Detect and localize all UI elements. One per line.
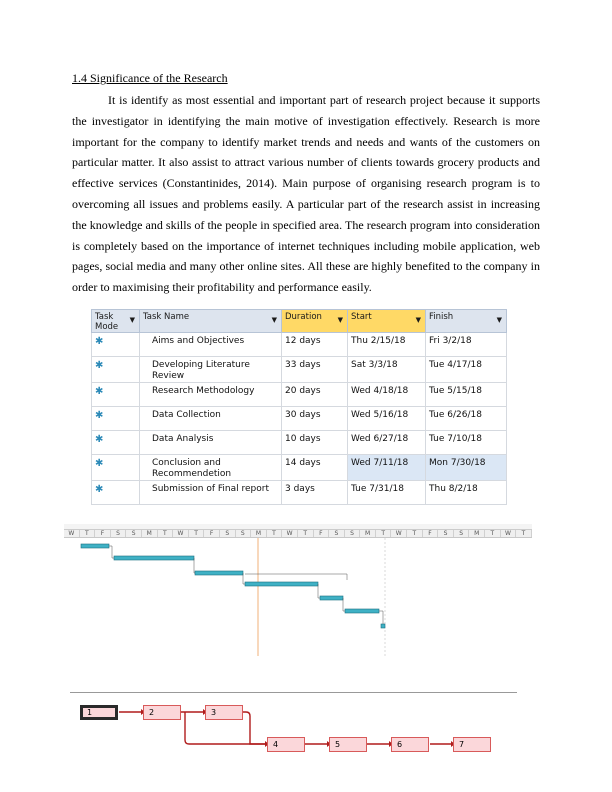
gantt-day-label: F — [95, 530, 111, 537]
task-finish[interactable]: Fri 3/2/18 — [426, 333, 507, 357]
gantt-day-label: S — [236, 530, 252, 537]
task-name[interactable]: Aims and Objectives — [140, 333, 282, 357]
chevron-down-icon[interactable]: ▼ — [129, 316, 135, 324]
task-finish[interactable]: Mon 7/30/18 — [426, 455, 507, 481]
gantt-day-label: T — [376, 530, 392, 537]
pin-icon: ✱ — [95, 410, 104, 421]
gantt-day-label: T — [485, 530, 501, 537]
gantt-day-label: S — [220, 530, 236, 537]
gantt-day-label: S — [454, 530, 470, 537]
header-duration[interactable]: Duration ▼ — [282, 310, 348, 333]
network-node-2[interactable]: 2 — [143, 705, 181, 720]
chevron-down-icon[interactable]: ▼ — [271, 316, 277, 324]
gantt-day-label: W — [64, 530, 80, 537]
section-paragraph: It is identify as most essential and important part of research project because it supports the investigator in identifying the main motive of investigation effectively. Research is more important for the company to identify market trends and needs and wants of the customers on particular matter. It also assist to attract various number of clients towards grocery products and effective services (Constantinides, 2014). Main purpose of organising research program is to overcoming all issues and problems easily. A particular part of the research assist in increasing the knowledge and skills of the people in specified area. The research program into consideration is completely based on the importance of internet techniques including mobile application, web pages, social media and many other online sites. All these are highly benefited to the company in order to maximising their profitability and performance easily. — [72, 93, 540, 295]
task-start[interactable]: Thu 2/15/18 — [348, 333, 426, 357]
header-start[interactable]: Start ▼ — [348, 310, 426, 333]
network-node-7[interactable]: 7 — [453, 737, 491, 752]
task-duration[interactable]: 30 days — [282, 407, 348, 431]
task-start[interactable]: Wed 6/27/18 — [348, 431, 426, 455]
task-finish[interactable]: Tue 6/26/18 — [426, 407, 507, 431]
section-heading: 1.4 Significance of the Research — [72, 71, 228, 85]
chevron-down-icon[interactable]: ▼ — [496, 316, 502, 324]
network-node-6[interactable]: 6 — [391, 737, 429, 752]
task-name[interactable]: Conclusion and Recommendetion — [140, 455, 282, 481]
pin-icon: ✱ — [95, 386, 104, 397]
task-duration[interactable]: 3 days — [282, 481, 348, 505]
task-name[interactable]: Data Analysis — [140, 431, 282, 455]
task-duration[interactable]: 10 days — [282, 431, 348, 455]
header-task-name[interactable]: Task Name ▼ — [140, 310, 282, 333]
gantt-day-label: T — [407, 530, 423, 537]
task-duration[interactable]: 14 days — [282, 455, 348, 481]
gantt-day-label: T — [158, 530, 174, 537]
gantt-day-label: W — [391, 530, 407, 537]
gantt-day-label: T — [267, 530, 283, 537]
chevron-down-icon[interactable]: ▼ — [415, 316, 421, 324]
gantt-day-label: M — [360, 530, 376, 537]
task-name[interactable]: Data Collection — [140, 407, 282, 431]
task-name[interactable]: Submission of Final report — [140, 481, 282, 505]
task-start[interactable]: Wed 7/11/18 — [348, 455, 426, 481]
gantt-day-label: M — [251, 530, 267, 537]
network-node-3[interactable]: 3 — [205, 705, 243, 720]
gantt-day-label: S — [111, 530, 127, 537]
chevron-down-icon[interactable]: ▼ — [337, 316, 343, 324]
task-start[interactable]: Tue 7/31/18 — [348, 481, 426, 505]
gantt-day-label: S — [126, 530, 142, 537]
gantt-day-label: S — [329, 530, 345, 537]
gantt-day-label: W — [282, 530, 298, 537]
gantt-day-label: T — [80, 530, 96, 537]
gantt-day-label: M — [469, 530, 485, 537]
gantt-day-label: F — [204, 530, 220, 537]
gantt-day-label: F — [423, 530, 439, 537]
pin-icon: ✱ — [95, 434, 104, 445]
task-finish[interactable]: Tue 7/10/18 — [426, 431, 507, 455]
header-task-mode[interactable]: Task Mode ▼ — [92, 310, 140, 333]
task-duration[interactable]: 20 days — [282, 383, 348, 407]
network-node-4[interactable]: 4 — [267, 737, 305, 752]
task-duration[interactable]: 33 days — [282, 357, 348, 383]
header-finish[interactable]: Finish ▼ — [426, 310, 507, 333]
gantt-day-label: S — [345, 530, 361, 537]
task-start[interactable]: Wed 5/16/18 — [348, 407, 426, 431]
network-node-1[interactable]: 1 — [80, 705, 118, 720]
pin-icon: ✱ — [95, 360, 104, 371]
task-start[interactable]: Sat 3/3/18 — [348, 357, 426, 383]
task-name[interactable]: Developing Literature Review — [140, 357, 282, 383]
task-finish[interactable]: Thu 8/2/18 — [426, 481, 507, 505]
gantt-day-label: T — [516, 530, 532, 537]
task-duration[interactable]: 12 days — [282, 333, 348, 357]
gantt-day-label: F — [314, 530, 330, 537]
gantt-day-label: W — [173, 530, 189, 537]
gantt-day-label: M — [142, 530, 158, 537]
gantt-day-label: W — [501, 530, 517, 537]
task-start[interactable]: Wed 4/18/18 — [348, 383, 426, 407]
task-finish[interactable]: Tue 5/15/18 — [426, 383, 507, 407]
pin-icon: ✱ — [95, 336, 104, 347]
gantt-day-label: T — [298, 530, 314, 537]
pin-icon: ✱ — [95, 484, 104, 495]
gantt-day-label: T — [189, 530, 205, 537]
network-node-5[interactable]: 5 — [329, 737, 367, 752]
gantt-day-label: S — [438, 530, 454, 537]
task-finish[interactable]: Tue 4/17/18 — [426, 357, 507, 383]
pin-icon: ✱ — [95, 458, 104, 469]
task-name[interactable]: Research Methodology — [140, 383, 282, 407]
